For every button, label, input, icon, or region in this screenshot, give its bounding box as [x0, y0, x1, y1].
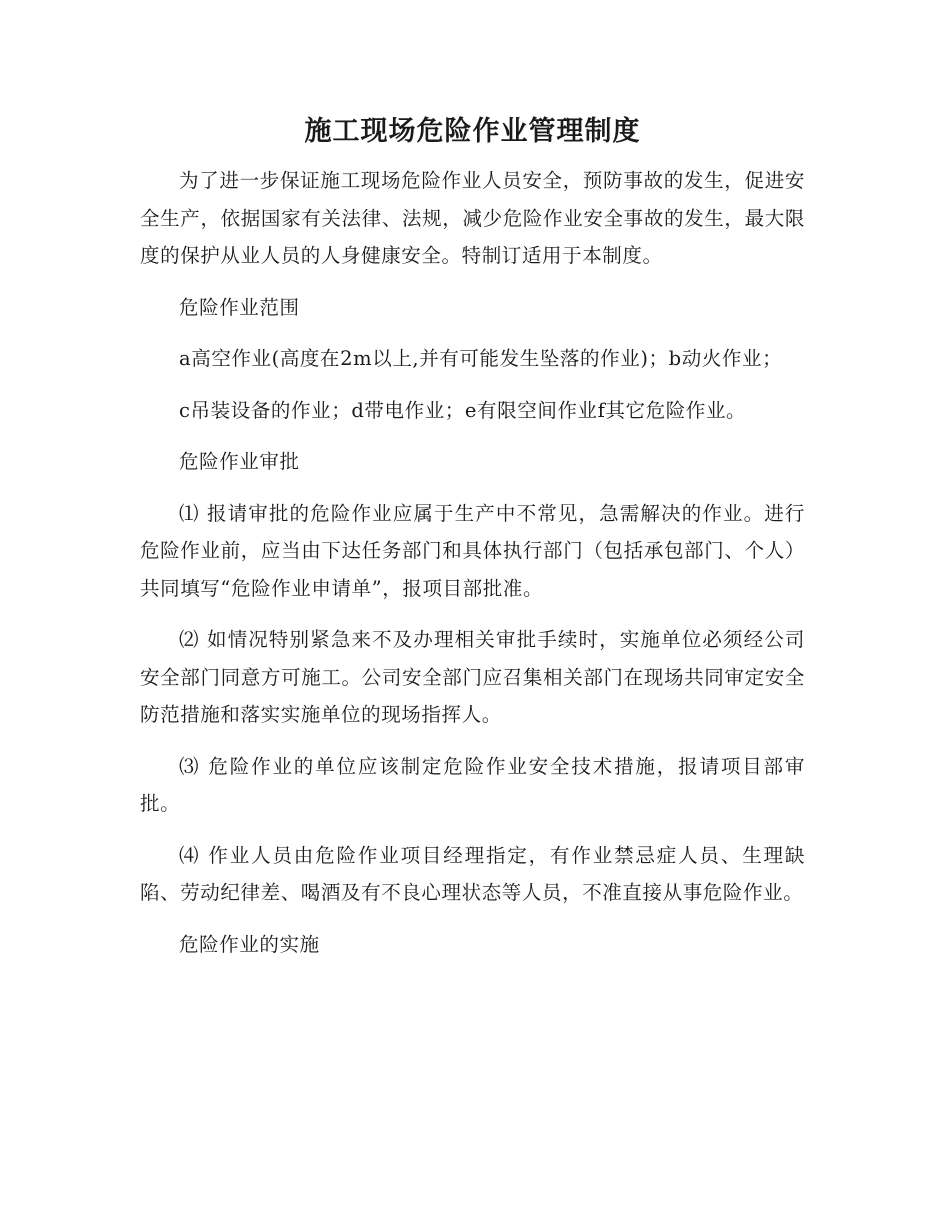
- section-heading-implementation: 危险作业的实施: [179, 932, 320, 956]
- document-title: 施工现场危险作业管理制度: [304, 116, 641, 147]
- approval-item-4: ⑷ 作业人员由危险作业项目经理指定，有作业禁忌症人员、生理缺陷、劳动纪律差、喝酒及有不良心理状态等人员，不准直接从事危险作业。: [140, 843, 805, 904]
- approval-item-3: ⑶ 危险作业的单位应该制定危险作业安全技术措施，报请项目部审批。: [140, 754, 805, 815]
- document-page: [140, 108, 805, 977]
- scope-item-ab: a高空作业(高度在2m以上,并有可能发生坠落的作业)；b动火作业；: [179, 347, 783, 370]
- section-heading-scope: 危险作业范围: [179, 295, 300, 319]
- section-heading-approval: 危险作业审批: [179, 450, 300, 473]
- scope-item-cdef: c吊装设备的作业；d带电作业；e有限空间作业f其它危险作业。: [179, 398, 747, 422]
- intro-paragraph: 为了进一步保证施工现场危险作业人员安全，预防事故的发生，促进安全生产，依据国家有关法律、法规，减少危险作业安全事故的发生，最大限度的保护从业人员的人身健康安全。特制订适用于本制度。: [140, 169, 805, 267]
- approval-item-1: ⑴ 报请审批的危险作业应属于生产中不常见，急需解决的作业。进行危险作业前，应当由下达任务部门和具体执行部门（包括承包部门、个人）共同填写“危险作业申请单”，报项目部批准。: [140, 501, 805, 600]
- approval-item-2: ⑵ 如情况特别紧急来不及办理相关审批手续时，实施单位必须经公司安全部门同意方可施工。公司安全部门应召集相关部门在现场共同审定安全防范措施和落实实施单位的现场指挥人。: [140, 628, 805, 726]
